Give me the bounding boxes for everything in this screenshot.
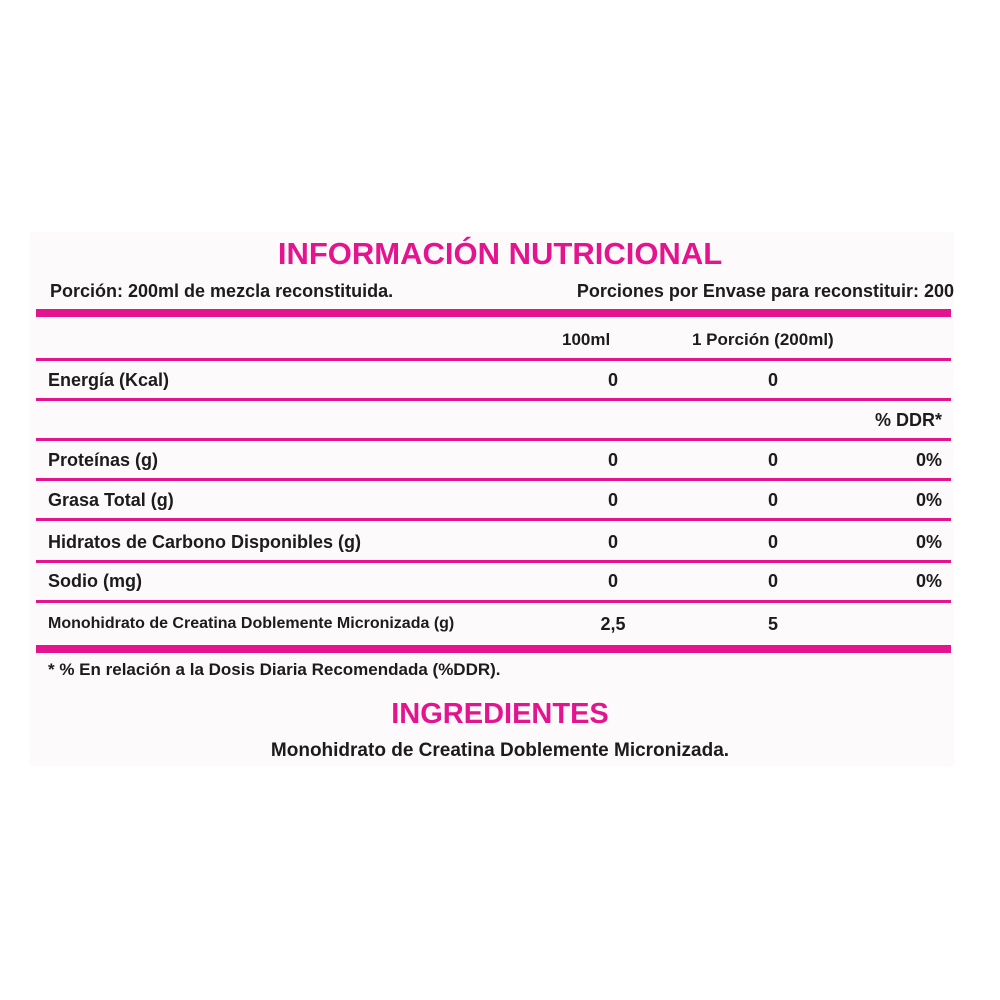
portion-size: Porción: 200ml de mezcla reconstituida. bbox=[50, 281, 394, 301]
row-value-portion: 5 bbox=[767, 614, 778, 634]
row-value-ddr: 0% bbox=[915, 532, 942, 552]
row-value-100ml: 2,5 bbox=[600, 614, 626, 634]
table-row bbox=[0, 604, 1000, 644]
column-header-row bbox=[0, 320, 1000, 360]
row-value-100ml: 0 bbox=[607, 571, 618, 591]
row-label: Monohidrato de Creatina Doblemente Micronizada (g) bbox=[48, 615, 455, 632]
table-row bbox=[0, 561, 1000, 601]
row-value-portion: 0 bbox=[767, 450, 778, 470]
row-value-portion: 0 bbox=[767, 490, 778, 510]
row-divider bbox=[36, 600, 951, 603]
ddr-footnote: * % En relación a la Dosis Diaria Recomendada (%DDR). bbox=[48, 660, 501, 679]
row-divider bbox=[36, 518, 951, 521]
nutrition-title: INFORMACIÓN NUTRICIONAL bbox=[277, 236, 723, 271]
row-value-ddr: 0% bbox=[915, 571, 942, 591]
table-row bbox=[0, 360, 1000, 400]
row-value-100ml: 0 bbox=[607, 532, 618, 552]
col-header-portion: 1 Porción (200ml) bbox=[692, 330, 834, 349]
col-header-ddr: % DDR* bbox=[874, 410, 942, 430]
row-label: Sodio (mg) bbox=[48, 571, 142, 591]
row-value-100ml: 0 bbox=[607, 450, 618, 470]
row-label: Proteínas (g) bbox=[48, 450, 159, 470]
row-value-ddr: 0% bbox=[915, 490, 942, 510]
row-value-ddr: 0% bbox=[915, 450, 942, 470]
ingredients-title: INGREDIENTES bbox=[391, 698, 609, 730]
table-row bbox=[0, 440, 1000, 480]
ddr-header-row bbox=[0, 400, 1000, 440]
row-value-100ml: 0 bbox=[607, 370, 618, 390]
table-row bbox=[0, 522, 1000, 562]
servings-per-container: Porciones por Envase para reconstituir: 200 bbox=[576, 281, 954, 301]
table-bottom-divider bbox=[36, 645, 951, 653]
col-header-100ml: 100ml bbox=[562, 330, 611, 349]
row-value-portion: 0 bbox=[767, 571, 778, 591]
header-divider bbox=[36, 309, 951, 317]
row-value-portion: 0 bbox=[767, 370, 778, 390]
row-label: Grasa Total (g) bbox=[48, 490, 174, 510]
row-label: Hidratos de Carbono Disponibles (g) bbox=[48, 532, 362, 552]
row-label: Energía (Kcal) bbox=[48, 370, 170, 390]
row-value-portion: 0 bbox=[767, 532, 778, 552]
ingredients-text: Monohidrato de Creatina Doblemente Micronizada. bbox=[270, 740, 730, 761]
table-row bbox=[0, 480, 1000, 520]
row-value-100ml: 0 bbox=[607, 490, 618, 510]
